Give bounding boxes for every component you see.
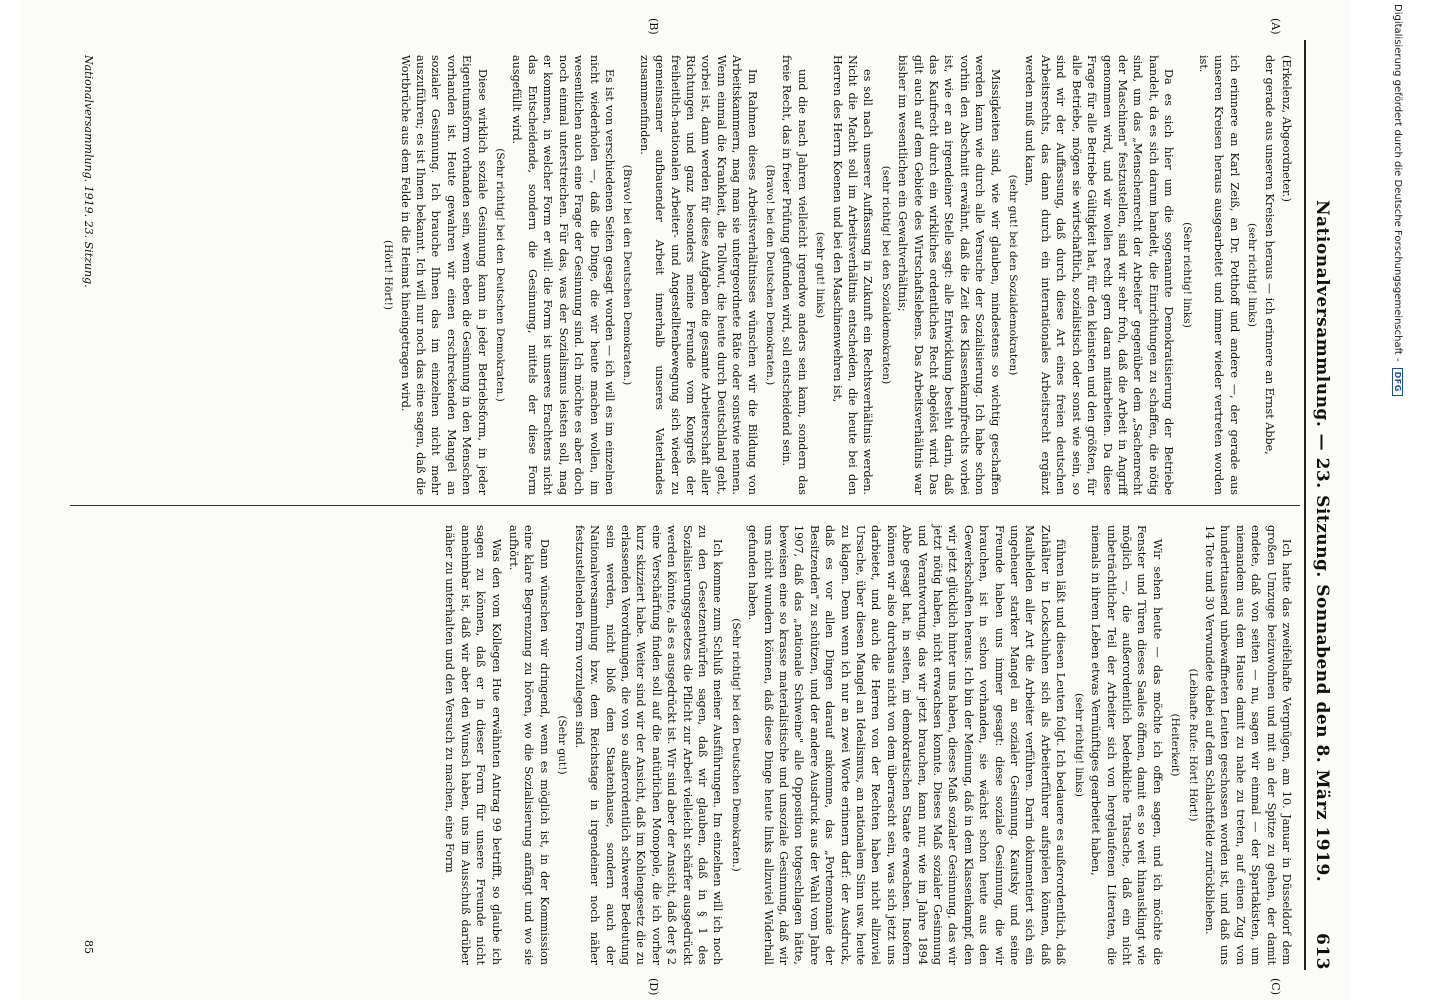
- page-header: [1302, 40, 1332, 970]
- paragraph: Was den vom Kollegen Hue erwähnten Antrag 99 betrifft, so glaube ich sagen zu können, daß er in dieser Form für unsere Freunde nicht annehmbar ist, daß wir aber den Wunsch haben, uns im Ausschuß darüber näher zu unterhalten und den Versuch zu machen, eine Form: [443, 525, 503, 965]
- paragraph: (Erkelenz, Abgeordneter.): [1280, 55, 1293, 202]
- digitization-note: [1388, 4, 1408, 998]
- left-text-column: [378, 55, 1294, 495]
- digitization-text: Digitalisierung gefördert durch die Deutsche Forschungsgemeinschaft -: [1392, 4, 1404, 362]
- margin-letter-b: (B): [647, 18, 660, 35]
- paragraph: führen läßt und diesen Leuten folgt. Ich bedauere es außerordentlich, daß Zuhälter in Lockschuhen sich als Arbeiterführer aufspielen können, daß Maulhelden aller Art die Arbeiter verführen. Darin dokumentiert sich ein ungeheuer starker Mangel an sozialer Gesinnung. Kautsky und seine Freunde haben uns immer gesagt: diese soziale Gesinnung, die wir brauchen, ist in schon vorhanden, sie wächst schon heute aus den Gewerkschaften heraus. Ich bin der Meinung, daß in dem Klassenkampf, den wir jetzt glücklich hinter uns haben, dieses Maß sozialer Gesinnung, das wir jetzt nötig haben, nicht erwachsen konnte. Dieses Maß sozialer Gesinnung und Verantwortung, das wir jetzt brauchen, kann nur, wie im Jahre 1894 Abbe gesagt hat, in seiten, im demokratischen Staate erwachsen. Insofern können wir also durchaus nicht von dem überrascht sein, was sich jetzt uns darbietet, und auch die Herren von der Rechten haben nicht allzuviel Ursache, über diesen Mangel an Idealismus, an nationalem Sinn usw. heute zu klagen. Denn wenn ich nur an zwei Worte erinnern darf: der Ausdruck, daß es vor allen Dingen darauf ankomme, das „Portemonnaie der Besitzenden" zu schützen, und der andere Ausdruck aus der Wahl vom Jahre 1907, daß das „nationale Schweine" alle Opposition totgeschlagen hätte, beweisen eine so krasse materialistische und unsoziale Gesinnung, daß wir uns nicht wundern können, daß diese Dinge heute links allzuviel Widerhall gefunden haben.: [746, 525, 1068, 965]
- interjection: (sehr gut! links): [814, 231, 827, 319]
- interjection: (Bravo! bei den Deutschen Demokraten.): [764, 164, 776, 386]
- interjection: (Lebhafte Rufe: Hört! Hört!): [1186, 668, 1199, 822]
- signature-number: 85: [82, 940, 95, 954]
- margin-letter-a: (A): [1269, 18, 1282, 35]
- margin-letter-d: (D): [647, 978, 660, 996]
- interjection: (Sehr richtig! bei den Deutschen Demokraten.): [729, 618, 742, 872]
- page-number: 613: [1312, 933, 1332, 970]
- page-title: Nationalversammlung. — 23. Sitzung. Sonnabend den 8. März 1919.: [1312, 200, 1332, 883]
- paragraph: Missigkeiten sind, wie wir glauben, mindestens so wichtig geschaffen werden kann wie durch alle Versuche der Sozialisierung. Ich habe schon vorhin den Abschnitt erwähnt, daß die Zeit des Klassenkampfrechts vorbei ist, wie er an irgendeiner Stelle sagt: alle Entwicklung besteht darin, daß das Kaufrecht durch ein wirkliches ordentliches Recht abgelöst wird. Das gilt auch auf dem Gebiete des Wirtschaftslebens. Das Arbeitsverhältnis war bisher im wesentlichen ein Gewaltverhältnis;: [896, 55, 1002, 495]
- paragraph: und die nach Jahren vielleicht irgendwo anders sein kann, sondern das freie Recht, das in freier Prüfung gefunden wird, soll entscheidend sein.: [780, 55, 809, 495]
- paragraph: der gerade aus unseren Kreisen heraus — ich erinnere an Ernst Abbe,: [1262, 55, 1276, 455]
- paragraph: Ich komme zum Schluß meiner Ausführungen. Im einzelnen will ich noch zu den Gesetzentwürfen sagen, daß wir glauben, daß in § 1 des Sozialisierungsgesetzes die Pflicht zur Arbeit vielleicht schärfer ausgedrückt werden könnte, als es ausgedrückt ist. Wir sind aber der Ansicht, daß der § 2 eine Verschärfung finden soll auf die natürlichen Monopole, die ich vorher kurz skizziert habe. Weiter sind wir der Ansicht, daß im Kohlengesetz die zu erlassenden Verordnungen, die von so außerordentlich schwerer Bedeutung sein werden, nicht bloß dem Staatenhause, sondern auch der Nationalversammlung bzw. dem Reichstage in irgendeiner noch näher festzustellenden Form vorzulegen sind.: [572, 525, 725, 965]
- paragraph: Dann wünschen wir dringend, wenn es möglich ist, in der Kommission eine klare Begrenzung zu hören, wo die Sozialisierung anfängt und wo sie aufhört.: [507, 525, 551, 965]
- dfg-logo-icon: DFG: [1393, 368, 1404, 396]
- margin-letter-c: (C): [1269, 978, 1282, 995]
- interjection: (sehr richtig! links): [1246, 223, 1259, 327]
- interjection: (Hört! Hört!): [382, 239, 395, 311]
- interjection: (Heiterkeit): [1169, 713, 1182, 777]
- paragraph: Ich hatte das zweifelhafte Vergnügen, am 10. Januar in Düsseldorf dem großen Umzuge beizuwohnen und mit an der Spitze zu gehen, der damit endete, daß von seiten — nu, sagen wir einmal — der Spartakisten, um niemandem aus dem Hause damit zu nahe zu treten, auf einen Zug von hunderttausend unbewaffneten Leuten geschossen worden ist, und daß uns 14 Tote und 30 Verwundete dabei auf dem Schlachtfelde zurückblieben.: [1202, 525, 1293, 965]
- paragraph: Wir sehen heute — das möchte ich offen sagen, und ich möchte die Fenster und Türen dieses Saales öffnen, damit es so weit hinausklingt wie möglich —, die außerordentlich bedenkliche Tatsache, daß ein nicht unbeträchtlicher Teil der Arbeiter sich von hergelaufenen Literaten, die niemals in ihrem Leben etwas Vernünftiges gearbeitet haben,: [1089, 525, 1164, 965]
- interjection: (Sehr gut!): [556, 715, 569, 775]
- interjection: (sehr richtig! links): [1072, 693, 1085, 797]
- right-text-column: [440, 525, 1294, 965]
- column-divider: [70, 505, 1300, 506]
- paragraph: Da es sich hier um die sogenannte Demokratisierung der Betriebe handelt, da es sich darum handelt, die Einrichtungen zu schaffen, die nötig sind, um das „Menschenrecht der Arbeiter" gegenüber dem „Sachenrecht der Maschinen" festzustellen, sind wir sehr froh, daß die Arbeit in Angriff genommen wird, und wir wollen recht gern daran mitarbeiten. Da diese Frage für alle Betriebe Gültigkeit hat, für den kleinsten und den größten, für alle Betriebe, mögen sie wirtschaftlich, sozialistisch oder sonst wie sein, so sind wir der Auffassung, daß durch diese Art eines freien deutschen Arbeitsrechts, das dann durch ein internationales Arbeitsrecht ergänzt werden muß und kann,: [1023, 55, 1176, 495]
- interjection: (Sehr richtig! links): [1180, 222, 1193, 328]
- header-rule: [1304, 40, 1306, 970]
- paragraph: ich erinnere an Karl Zeiß, an Dr. Potthoff und andere —, der gerade aus unseren Kreisen heraus ausgearbeitet und immer wieder vertreten worden ist.: [1196, 55, 1241, 495]
- paragraph: es soll nach unserer Auffassung in Zukunft ein Rechtsverhältnis werden. Nicht die Macht soll im Arbeitsverhältnis entscheiden, die heute bei den Herren des Herrn Koenen und bei den Maschinenwehren ist,: [830, 55, 875, 495]
- paragraph: Im Rahmen dieses Arbeitsverhältnisses wünschen wir die Bildung von Arbeitskammern, mag man sie untergeordnete Räte oder sonstwie nennen. Wenn einmal die Krankheit, die Tollwut, die heute durch Deutschland geht, vorbei ist, dann werden für diese Aufgaben die gesamte Arbeiterschaft aller Richtungen und ganz besonders meine Freunde vom Kongreß der freiheitlich-nationalen Arbeiter- und Angestelltenbewegung sich wieder zu gemeinsamer aufbauender Arbeit innerhalb unseres Vaterlandes zusammenfinden.: [637, 55, 759, 495]
- interjection: (Sehr richtig! bei den Deutschen Demokraten.): [494, 148, 507, 402]
- paragraph: Es ist von verschiedenen Seiten gesagt worden — ich will es im einzelnen nicht wiederholen —, daß die Dinge, die wir heute machen wollen, im wesentlichen auch eine Frage der Gesinnung sind. Ich möchte es aber doch noch einmal unterstreichen. Für das, was der Sozialismus leisten soll, mag er kommen, in welcher Form er will: die Form ist unseres Erachtens nicht das Entscheidende, sondern die Gesinnung, mittels der diese Form ausgefüllt wird.: [510, 55, 616, 495]
- page-footer: Nationalversammlung. 1919. 23. Sitzung.: [82, 55, 95, 288]
- interjection: (sehr gut! bei den Sozialdemokraten): [1007, 174, 1020, 376]
- interjection: (Bravo! bei den Deutschen Demokraten.): [621, 164, 634, 386]
- scanned-page: [20, 0, 1350, 1000]
- paragraph: Diese wirklich soziale Gesinnung kann in jeder Betriebsform, in jeder Eigentumsform vorhanden sein, wenn eben die Gesinnung in den Menschen vorhanden ist. Heute gewahren wir einen erschreckenden Mangel an sozialer Gesinnung. Ich brauche Ihnen das im einzelnen nicht mehr auszuführen; es ist Ihnen bekannt. Ich will nur noch das eine sagen, daß die Wortbrüche aus dem Felde in die Heimat hineingetragen wird.: [398, 55, 489, 495]
- interjection: (sehr richtig! bei den Sozialdemokraten): [879, 165, 892, 385]
